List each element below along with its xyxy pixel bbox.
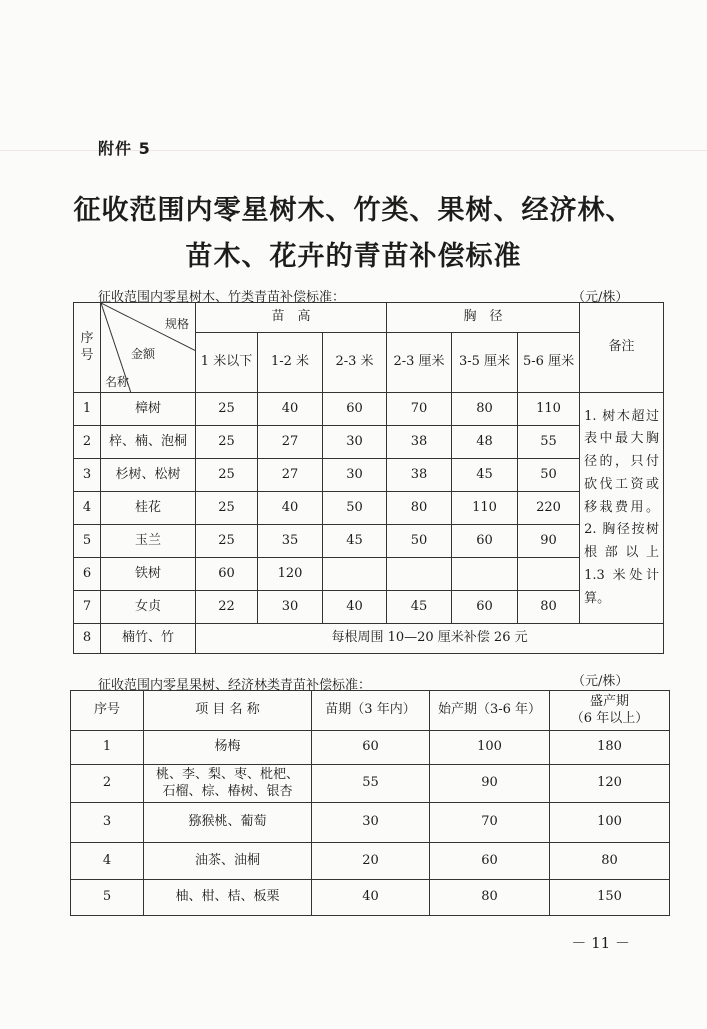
table-row bbox=[74, 624, 664, 654]
table-row bbox=[71, 765, 670, 803]
row-value: 27 bbox=[258, 426, 323, 459]
bamboo-compensation-text: 每根周围 10—20 厘米补偿 26 元 bbox=[196, 624, 664, 654]
row-value: 25 bbox=[196, 393, 258, 426]
row-value: 110 bbox=[518, 393, 580, 426]
annex-label: 附件 5 bbox=[98, 139, 151, 158]
header-name-label: 名称 bbox=[105, 375, 130, 389]
seq-header: 序号 bbox=[74, 303, 101, 393]
table2-caption: 征收范围内零星果树、经济林类青苗补偿标准： bbox=[98, 678, 372, 693]
table-row bbox=[74, 459, 664, 492]
document-title-line1: 征收范围内零星树木、竹类、果树、经济林、 bbox=[73, 195, 634, 226]
table-row bbox=[74, 426, 664, 459]
row-name: 女贞 bbox=[101, 591, 196, 624]
row-value: 55 bbox=[312, 765, 430, 803]
row-number: 3 bbox=[71, 803, 144, 843]
row-value bbox=[323, 558, 387, 591]
row-value: 30 bbox=[312, 803, 430, 843]
sub-header: 1 米以下 bbox=[196, 333, 258, 393]
table2-unit: （元/株） bbox=[572, 674, 629, 689]
row-value: 50 bbox=[323, 492, 387, 525]
row-value: 40 bbox=[323, 591, 387, 624]
seq-header: 序号 bbox=[71, 691, 144, 731]
row-name: 楠竹、竹 bbox=[101, 624, 196, 654]
row-number: 4 bbox=[74, 492, 101, 525]
table-row bbox=[74, 525, 664, 558]
row-value: 38 bbox=[387, 459, 452, 492]
peak-header-line1: 盛产期 bbox=[589, 694, 629, 710]
row-value: 60 bbox=[452, 525, 518, 558]
row-value: 60 bbox=[323, 393, 387, 426]
row-value: 45 bbox=[452, 459, 518, 492]
row-number: 5 bbox=[74, 525, 101, 558]
row-value: 80 bbox=[387, 492, 452, 525]
row-number: 1 bbox=[71, 731, 144, 765]
row-name: 樟树 bbox=[101, 393, 196, 426]
row-value bbox=[518, 558, 580, 591]
note-header: 备注 bbox=[580, 303, 664, 393]
sub-header: 1-2 米 bbox=[258, 333, 323, 393]
diagonal-header-cell bbox=[101, 303, 196, 393]
row-value: 20 bbox=[312, 843, 430, 880]
row-value: 120 bbox=[550, 765, 670, 803]
row-value: 48 bbox=[452, 426, 518, 459]
table-row bbox=[74, 591, 664, 624]
row-number: 7 bbox=[74, 591, 101, 624]
row-name: 杨梅 bbox=[144, 731, 312, 765]
row-value: 100 bbox=[430, 731, 550, 765]
row-number: 5 bbox=[71, 880, 144, 916]
peak-production-header bbox=[550, 691, 670, 731]
row-value: 25 bbox=[196, 525, 258, 558]
height-group-header: 苗 高 bbox=[196, 303, 387, 333]
row-value: 80 bbox=[452, 393, 518, 426]
row-number: 6 bbox=[74, 558, 101, 591]
row-value: 100 bbox=[550, 803, 670, 843]
row-value: 45 bbox=[387, 591, 452, 624]
row-value: 80 bbox=[518, 591, 580, 624]
row-value: 45 bbox=[323, 525, 387, 558]
row-number: 2 bbox=[74, 426, 101, 459]
row-value: 30 bbox=[323, 426, 387, 459]
document-title-line2: 苗木、花卉的青苗补偿标准 bbox=[185, 241, 522, 272]
sub-header: 2-3 米 bbox=[323, 333, 387, 393]
table1-caption: 征收范围内零星树木、竹类青苗补偿标准： bbox=[98, 290, 346, 305]
row-value: 80 bbox=[430, 880, 550, 916]
row-value: 60 bbox=[312, 731, 430, 765]
row-name: 猕猴桃、葡萄 bbox=[144, 803, 312, 843]
table1-unit: （元/株） bbox=[572, 290, 629, 305]
row-value: 38 bbox=[387, 426, 452, 459]
row-name-line1: 桃、李、梨、枣、枇杷、 bbox=[155, 767, 299, 783]
row-number: 2 bbox=[71, 765, 144, 803]
early-production-header: 始产期（3-6 年） bbox=[430, 691, 550, 731]
row-value bbox=[452, 558, 518, 591]
row-name: 柚、柑、桔、板栗 bbox=[144, 880, 312, 916]
table-row bbox=[71, 803, 670, 843]
row-value: 50 bbox=[518, 459, 580, 492]
table-row bbox=[71, 843, 670, 880]
note-cell: 1. 树木超过表中最大胸径的，只付砍伐工资或移栽费用。2. 胸径按树根部以上 1.3 米处计算。 bbox=[580, 393, 664, 624]
header-spec-label: 规格 bbox=[164, 317, 189, 331]
sub-header: 5-6 厘米 bbox=[518, 333, 580, 393]
row-value: 70 bbox=[430, 803, 550, 843]
row-value: 40 bbox=[258, 492, 323, 525]
dbh-group-header: 胸 径 bbox=[387, 303, 580, 333]
row-value: 55 bbox=[518, 426, 580, 459]
row-value: 90 bbox=[430, 765, 550, 803]
row-value: 40 bbox=[258, 393, 323, 426]
row-value: 30 bbox=[258, 591, 323, 624]
row-value: 220 bbox=[518, 492, 580, 525]
sub-header: 3-5 厘米 bbox=[452, 333, 518, 393]
row-name: 油茶、油桐 bbox=[144, 843, 312, 880]
row-value: 80 bbox=[550, 843, 670, 880]
table-row bbox=[74, 558, 664, 591]
row-value: 60 bbox=[196, 558, 258, 591]
row-value: 90 bbox=[518, 525, 580, 558]
row-name-line2: 石榴、棕、椿树、银杏 bbox=[162, 783, 293, 799]
row-value: 50 bbox=[387, 525, 452, 558]
seedling-header: 苗期（3 年内） bbox=[312, 691, 430, 731]
row-name bbox=[144, 765, 312, 803]
row-number: 3 bbox=[74, 459, 101, 492]
row-value: 120 bbox=[258, 558, 323, 591]
row-value: 25 bbox=[196, 459, 258, 492]
row-value: 27 bbox=[258, 459, 323, 492]
row-value: 40 bbox=[312, 880, 430, 916]
row-value: 35 bbox=[258, 525, 323, 558]
table-row bbox=[74, 393, 664, 426]
row-value bbox=[387, 558, 452, 591]
tree-bamboo-compensation-table bbox=[73, 302, 664, 654]
row-value: 150 bbox=[550, 880, 670, 916]
row-number: 1 bbox=[74, 393, 101, 426]
row-value: 22 bbox=[196, 591, 258, 624]
row-value: 180 bbox=[550, 731, 670, 765]
row-value: 70 bbox=[387, 393, 452, 426]
row-name: 梓、楠、泡桐 bbox=[101, 426, 196, 459]
table-row bbox=[74, 492, 664, 525]
row-name: 杉树、松树 bbox=[101, 459, 196, 492]
row-value: 25 bbox=[196, 426, 258, 459]
row-value: 60 bbox=[452, 591, 518, 624]
table-row bbox=[71, 731, 670, 765]
row-number: 4 bbox=[71, 843, 144, 880]
row-value: 30 bbox=[323, 459, 387, 492]
table-row bbox=[71, 880, 670, 916]
row-name: 玉兰 bbox=[101, 525, 196, 558]
peak-header-line2: （6 年以上） bbox=[570, 710, 649, 726]
header-amount-label: 金额 bbox=[131, 347, 156, 361]
row-name: 铁树 bbox=[101, 558, 196, 591]
row-value: 110 bbox=[452, 492, 518, 525]
row-name: 桂花 bbox=[101, 492, 196, 525]
page-number: － 11 － bbox=[571, 934, 630, 952]
row-value: 25 bbox=[196, 492, 258, 525]
fruit-economic-forest-compensation-table bbox=[70, 690, 670, 916]
sub-header: 2-3 厘米 bbox=[387, 333, 452, 393]
row-value: 60 bbox=[430, 843, 550, 880]
item-header: 项 目 名 称 bbox=[144, 691, 312, 731]
row-number: 8 bbox=[74, 624, 101, 654]
